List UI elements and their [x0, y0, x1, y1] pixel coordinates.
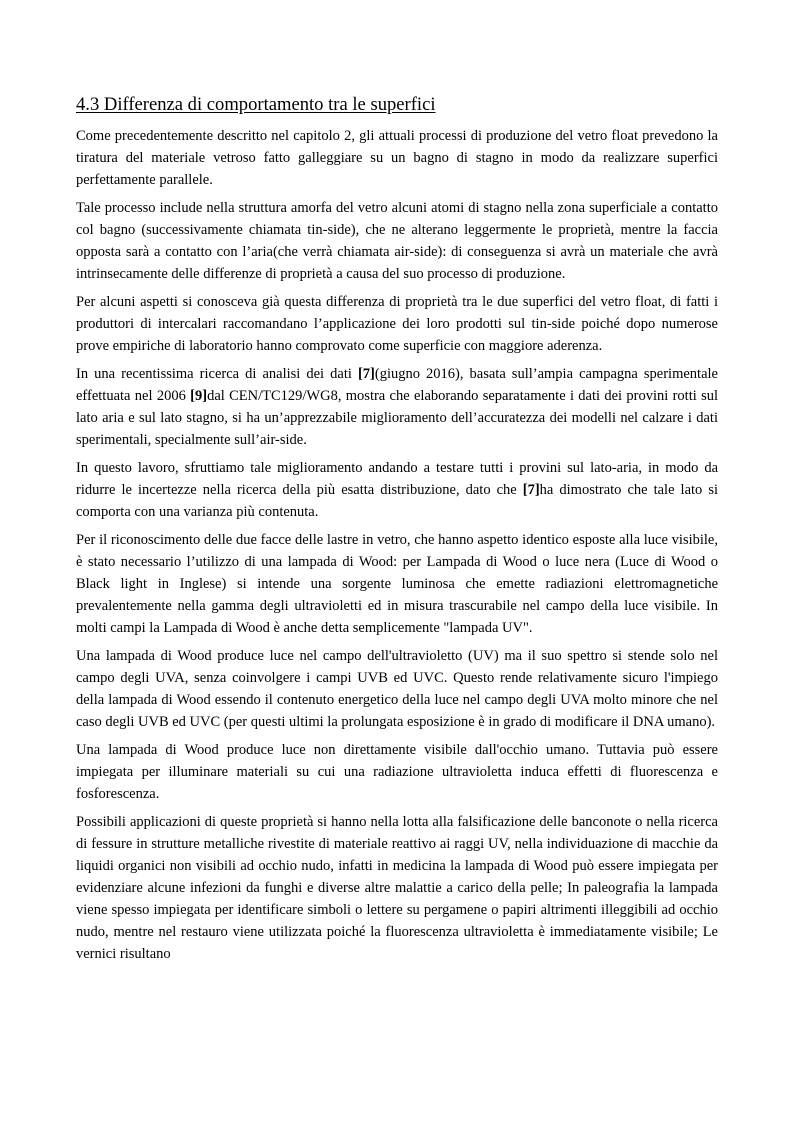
paragraph-text: In una recentissima ricerca di analisi dei dati	[76, 366, 358, 382]
section-heading-text: 4.3 Differenza di comportamento tra le superfici	[76, 94, 436, 115]
paragraph-wood-lamp-intro: Per il riconoscimento delle due facce delle lastre in vetro, che hanno aspetto identico esposte alla luce visibile, è stato necessario l’utilizzo di una lampada di Wood: per Lampada di Wood o luce nera (Luce di Wood o Black light in Inglese) si intende una sorgente luminosa che emette radiazioni elettromagnetiche prevalentemente nella gamma degli ultravioletti ed in misura trascurabile nel campo della luce visibile. In molti campi la Lampada di Wood è anche detta semplicemente "lampada UV".	[76, 532, 718, 636]
paragraph-text: In questo lavoro, sfruttiamo tale miglioramento andando a testare tutti i provini sul lato-aria, in modo da ridurre le incertezze nella ricerca della più esatta distribuzione, dato che	[76, 460, 718, 498]
paragraph-fluorescence: Una lampada di Wood produce luce non direttamente visibile dall'occhio umano. Tuttavia può essere impiegata per illuminare materiali su cui una radiazione ultravioletta induca effetti di fluorescenza e fosforescenza.	[76, 742, 718, 802]
paragraph-tin-side: Tale processo include nella struttura amorfa del vetro alcuni atomi di stagno nella zona superficiale a contatto col bagno (successivamente chiamata tin-side), che ne alterano leggermente le proprietà, mentre la faccia opposta sarà a contatto con l’aria(che verrà chiamata air-side): di conseguenza si avrà un materiale che avrà intrinsecamente delle differenze di proprietà a causa del suo processo di produzione.	[76, 200, 718, 282]
citation-ref: [7]	[522, 482, 540, 498]
citation-ref: [9]	[190, 388, 208, 404]
paragraph-applications: Possibili applicazioni di queste proprietà si hanno nella lotta alla falsificazione delle banconote o nella ricerca di fessure in strutture metalliche rivestite di materiale reattivo ai raggi UV, nella individuazione di macchie da liquidi organici non visibili ad occhio nudo, infatti in medicina la lampada di Wood può essere impiegata per evidenziare alcune infezioni da funghi e diverse altre malattie a carico della pelle; In paleografia la lampada viene spesso impiegata per identificare simboli o lettere su pergamene o papiri altrimenti illeggibili ad occhio nudo, mentre nel restauro viene utilizzata poiché la fluorescenza ultravioletta è immediatamente visibile; Le vernici risultano	[76, 814, 718, 962]
paragraph-text: ha dimostrato che tale lato si comporta con una varianza più contenuta.	[76, 482, 718, 520]
paragraph-recent-research	[76, 363, 718, 451]
paragraph-uva-spectrum: Una lampada di Wood produce luce nel campo dell'ultravioletto (UV) ma il suo spettro si stende solo nel campo degli UVA, senza coinvolgere i campi UVB ed UVC. Questo rende relativamente sicuro l'impiego della lampada di Wood essendo il contenuto energetico della luce nel campo degli UVA molto minore che nel caso degli UVB ed UVC (per questi ultimi la prolungata esposizione è in grado di modificare il DNA umano).	[76, 648, 718, 730]
paragraph-float-process: Come precedentemente descritto nel capitolo 2, gli attuali processi di produzione del vetro float prevedono la tiratura del materiale vetroso fatto galleggiare su un bagno di stagno in modo da realizzare superfici perfettamente parallele.	[76, 128, 718, 188]
paragraph-text: (giugno 2016), basata sull’ampia campagna sperimentale effettuata nel 2006	[76, 366, 718, 404]
citation-ref: [7]	[357, 366, 375, 382]
document-page	[76, 93, 718, 971]
paragraph-interlayer: Per alcuni aspetti si conosceva già questa differenza di proprietà tra le due superfici del vetro float, di fatti i produttori di intercalari raccomandano l’applicazione dei loro prodotti sul tin-side poiché dopo numerose prove empiriche di laboratorio hanno comprovato come superficie con maggiore aderenza.	[76, 294, 718, 354]
paragraph-this-work	[76, 457, 718, 523]
paragraph-text: dal CEN/TC129/WG8, mostra che elaborando separatamente i dati dei provini rotti sul lato aria e sul lato stagno, si ha un’apprezzabile miglioramento dell’accuratezza dei modelli nel calzare i dati sperimentali, specialmente sull’air-side.	[76, 388, 718, 448]
section-heading	[76, 93, 718, 117]
